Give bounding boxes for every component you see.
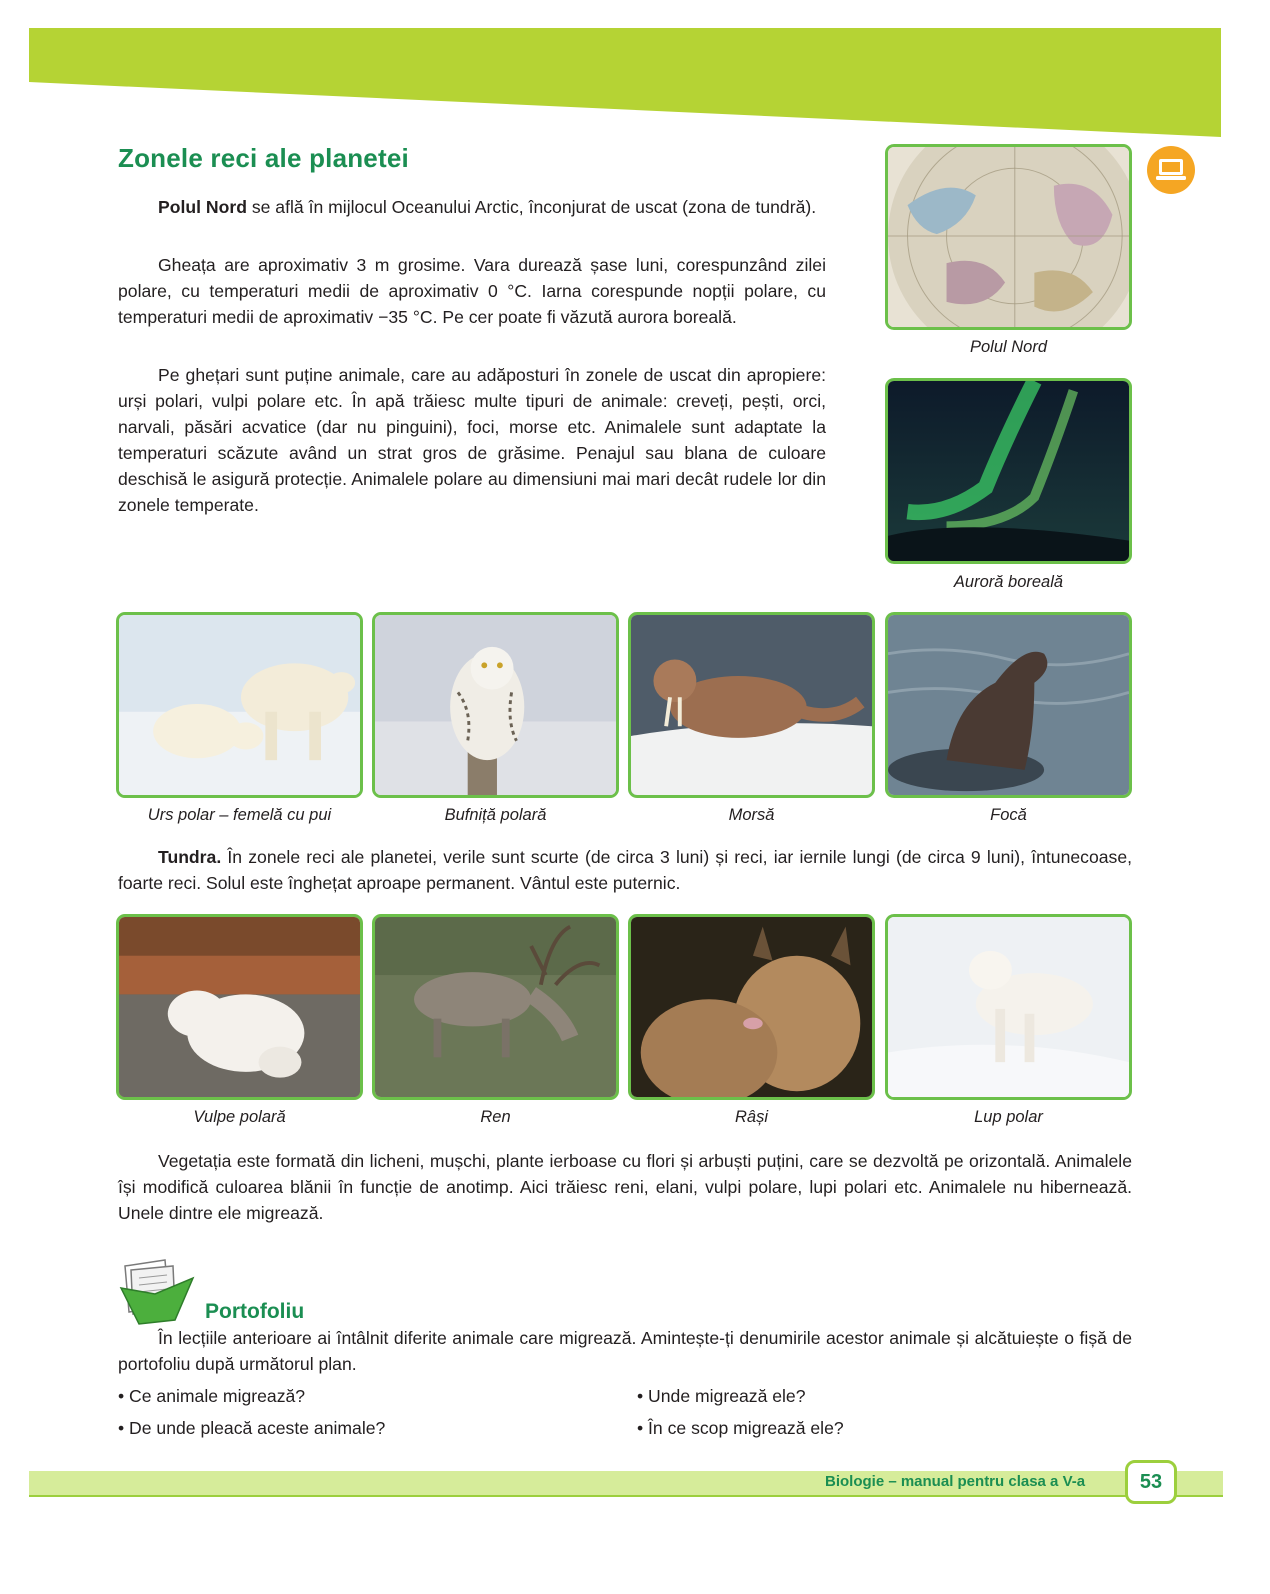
- tundra-paragraph-text: În zonele reci ale planetei, verile sunt scurte (de circa 3 luni) și reci, iar iernile lungi (de circa 9 luni), întunecoase, foarte reci. Solul este înghețat aproape permanent. Vântul este puternic.: [118, 847, 1132, 893]
- intro-paragraph-1-text: se află în mijlocul Oceanului Arctic, înconjurat de uscat (zona de tundră).: [246, 197, 817, 217]
- vegetation-paragraph-text: Vegetația este formată din licheni, mușchi, plante ierboase cu flori și arbuști puțini, care se dezvoltă pe orizontală. Animalele își modifică culoarea blănii în funcție de anotimp. Aici trăiesc reni, elani, vulpi polare, lupi polari etc. Animalele nu hibernează. Unele dintre ele migrează.: [118, 1151, 1132, 1223]
- folder-icon: [115, 1258, 197, 1326]
- polar-bear-photo: [116, 612, 363, 798]
- caption-polar-bear: Urs polar – femelă cu pui: [147, 806, 332, 824]
- caption-polul-nord: Polul Nord: [969, 338, 1048, 356]
- intro-paragraph-3-text: Pe ghețari sunt puține animale, care au adăposturi în zonele de uscat din apropiere: urși polari, vulpi polare etc. În apă trăiesc multe tipuri de animale: creveți, pești, orci, narvali, păsări acvatice (dar nu pinguini), foci, morse etc. Animalele sunt adaptate la temperaturi scăzute având un strat gros de grăsime. Penajul sau blana de culoare deschisă le asigură protecție. Animalele polare au dimensiuni mai mari decât rudele lor din zonele temperate.: [118, 365, 826, 515]
- snowy-owl-photo: [372, 612, 619, 798]
- portfolio-bullet-4: • În ce scop migrează ele?: [637, 1418, 844, 1438]
- page-title: Zonele reci ale planetei: [118, 143, 409, 173]
- intro-paragraph-3: [118, 362, 826, 518]
- walrus-photo: [628, 612, 875, 798]
- intro-paragraph-2: [118, 252, 826, 330]
- tundra-paragraph: [118, 844, 1132, 896]
- polul-nord-term: Polul Nord: [158, 197, 247, 217]
- caption-arctic-fox: Vulpe polară: [193, 1108, 286, 1126]
- arctic-wolf-photo: [885, 914, 1132, 1100]
- tundra-term: Tundra.: [158, 847, 222, 867]
- north-pole-globe-photo: [885, 144, 1132, 330]
- caption-arctic-wolf: Lup polar: [974, 1108, 1043, 1126]
- lynx-photo: [628, 914, 875, 1100]
- footer-book-title: Biologie – manual pentru clasa a V-a: [825, 1473, 1086, 1490]
- portfolio-bullet-2: • Unde migrează ele?: [637, 1386, 806, 1406]
- arctic-fox-photo: [116, 914, 363, 1100]
- caption-aurora: Auroră boreală: [953, 573, 1064, 591]
- portfolio-bullet-1: • Ce animale migrează?: [118, 1386, 306, 1406]
- caption-snowy-owl: Bufniță polară: [444, 806, 547, 824]
- portfolio-bullet-3: • De unde pleacă aceste animale?: [118, 1418, 386, 1438]
- reindeer-photo: [372, 914, 619, 1100]
- portfolio-paragraph-text: În lecțiile anterioare ai întâlnit diferite animale care migrează. Amintește-ți denumirile acestor animale și alcătuiește o fișă de portofoliu după următorul plan.: [118, 1328, 1132, 1374]
- intro-paragraph-2-text: Gheața are aproximativ 3 m grosime. Vara durează șase luni, corespunzând zilei polare, cu temperaturi medii de aproximativ 0 °C. Iarna corespunde nopții polare, cu temperaturi medii de aproximativ −35 °C. Pe cer poate fi văzută aurora boreală.: [118, 255, 826, 327]
- computer-icon: [1147, 146, 1195, 194]
- top-banner: [0, 0, 1270, 150]
- portfolio-title: Portofoliu: [205, 1300, 305, 1323]
- caption-seal: Focă: [990, 806, 1027, 824]
- caption-walrus: Morsă: [728, 806, 775, 824]
- intro-paragraph-1: [118, 194, 826, 220]
- portfolio-paragraph: [118, 1325, 1132, 1377]
- caption-reindeer: Ren: [480, 1108, 511, 1126]
- vegetation-paragraph: [118, 1148, 1132, 1226]
- seal-photo: [885, 612, 1132, 798]
- caption-lynx: Râși: [734, 1108, 768, 1126]
- page-number: 53: [1125, 1460, 1177, 1504]
- aurora-borealis-photo: [885, 378, 1132, 564]
